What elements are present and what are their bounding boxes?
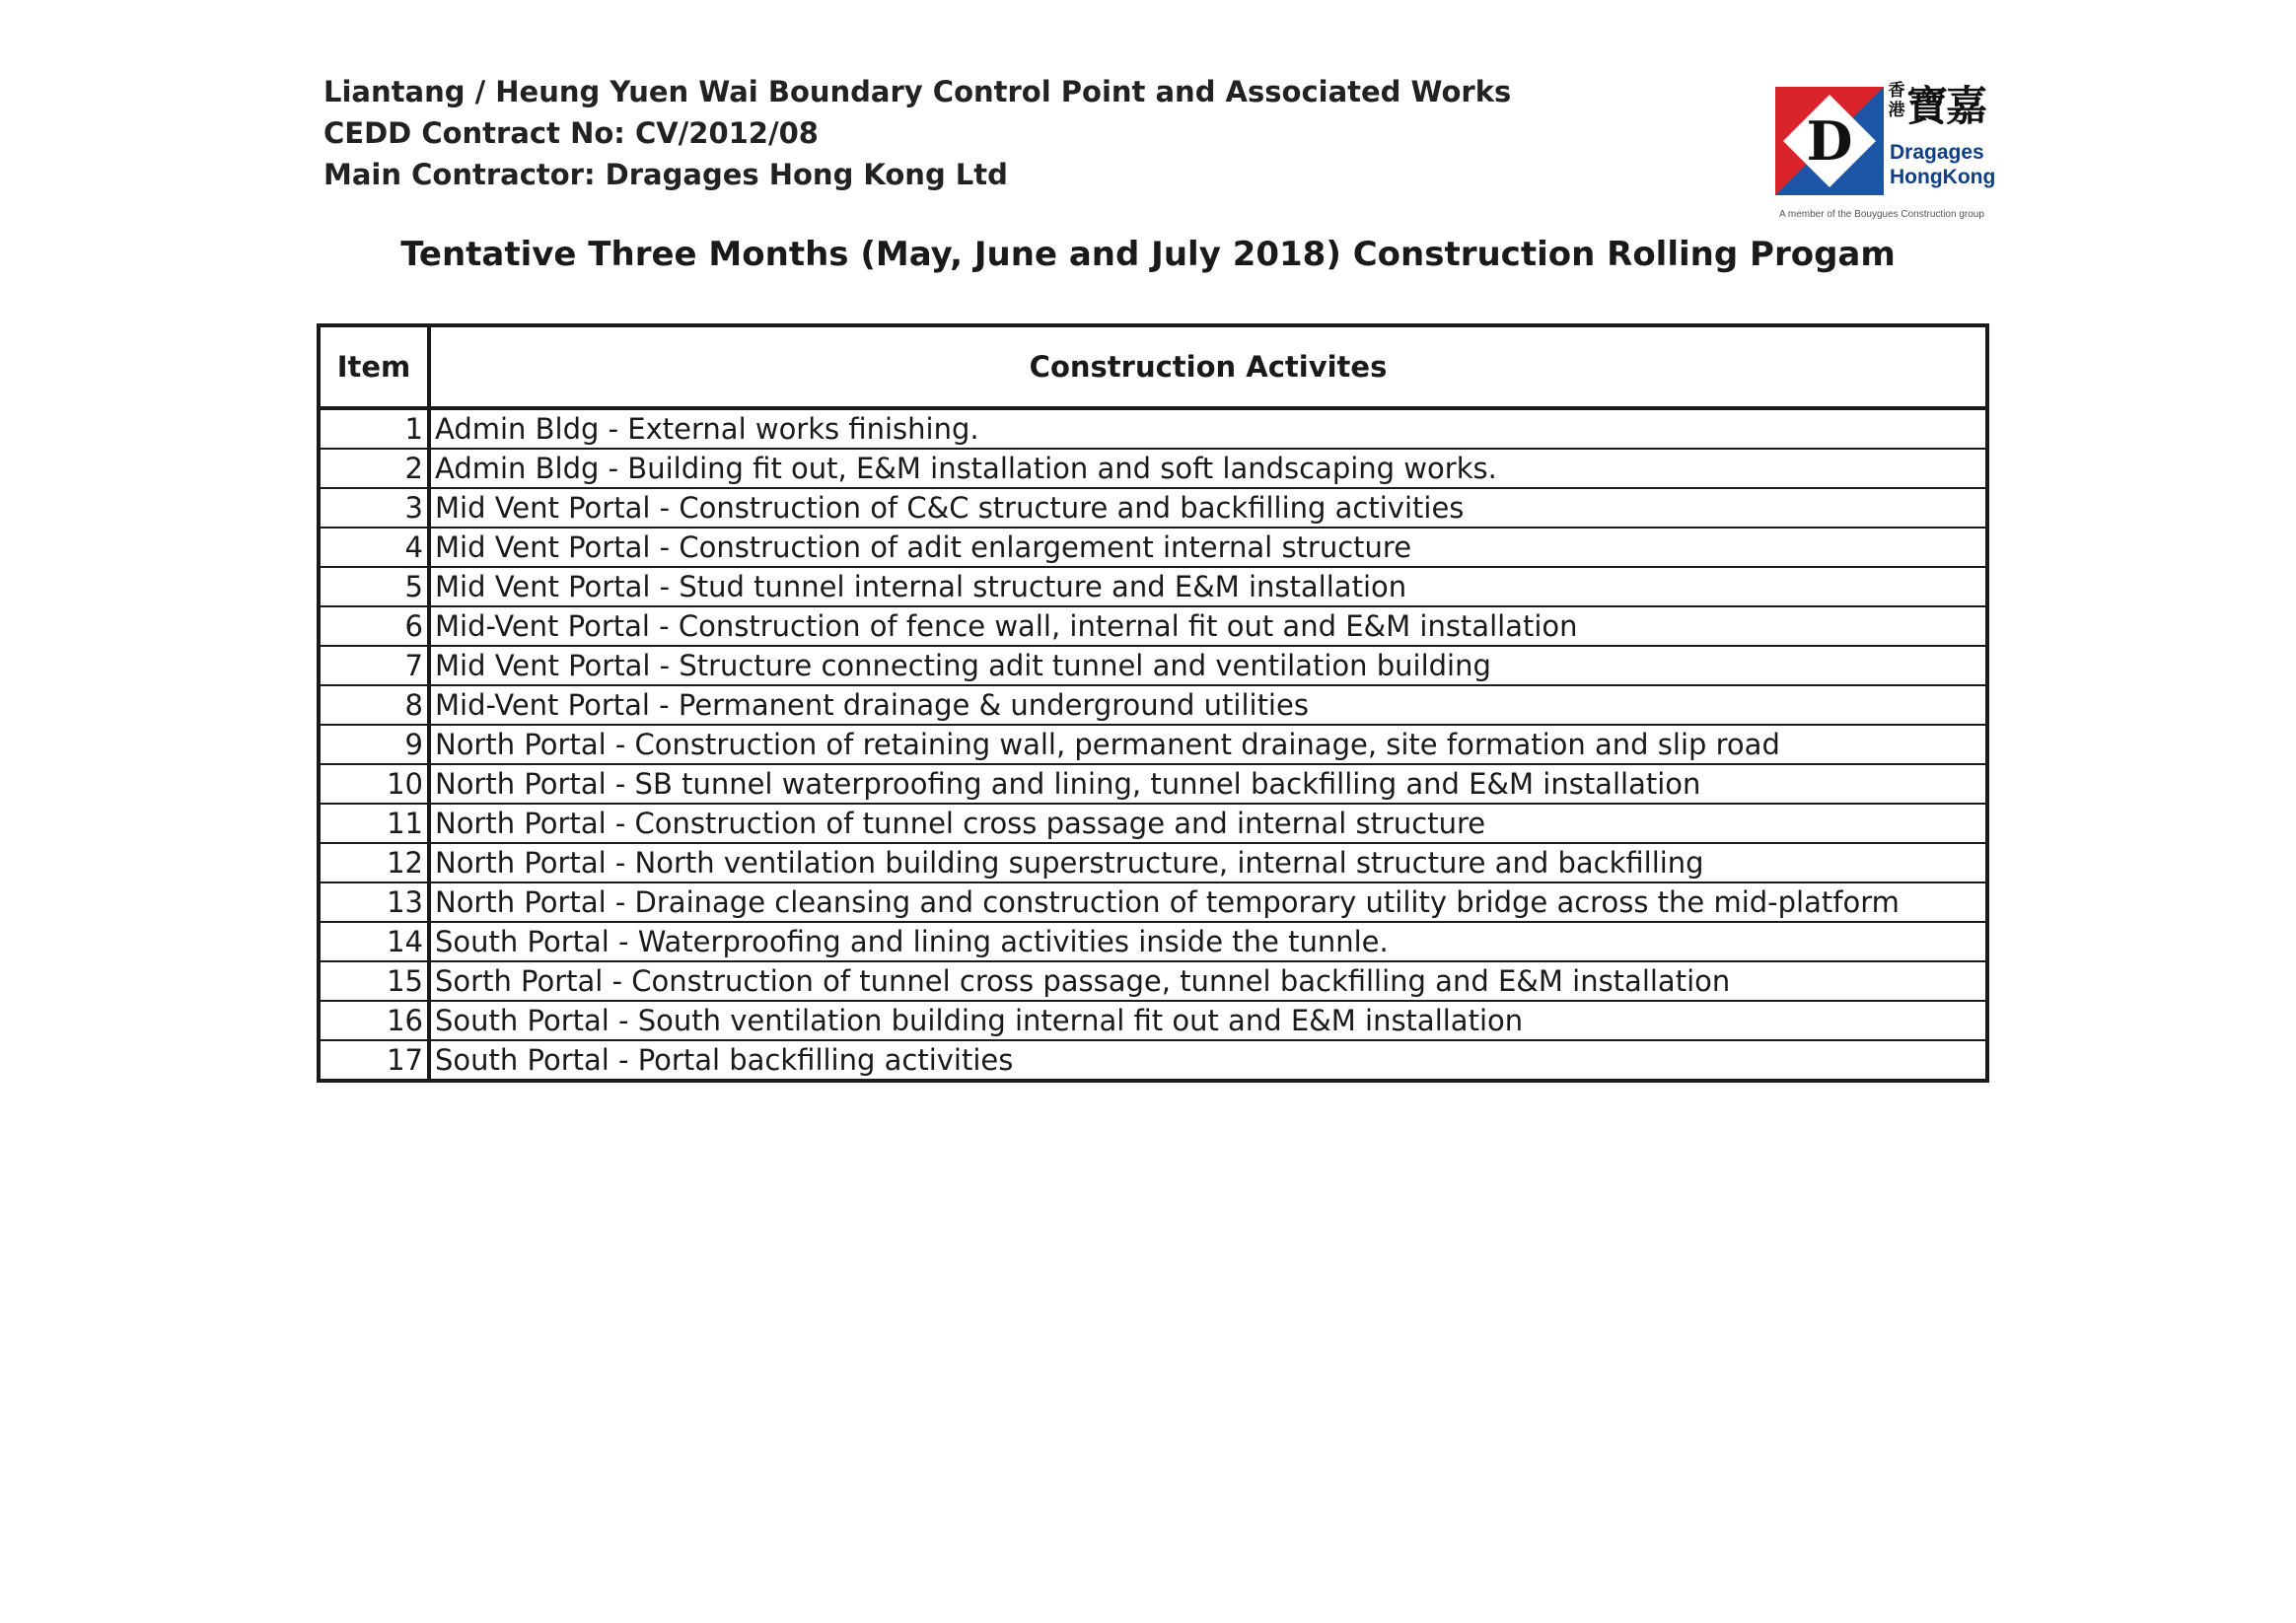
table-row: [319, 488, 1987, 528]
column-header-activities: Construction Activites: [429, 325, 1987, 408]
activity-cell: North Portal - Drainage cleansing and construction of temporary utility bridge across the mid-platform: [429, 882, 1987, 922]
table-row: [319, 922, 1987, 961]
item-number-cell: 9: [319, 725, 429, 764]
logo-chinese-char-2: 港: [1888, 101, 1905, 120]
logo-chinese-char-1: 香: [1888, 81, 1905, 101]
column-header-item: Item: [319, 325, 429, 408]
activity-cell: Mid-Vent Portal - Permanent drainage & underground utilities: [429, 685, 1987, 725]
item-number-cell: 16: [319, 1001, 429, 1040]
table-row: [319, 646, 1987, 685]
project-title-line: Liantang / Heung Yuen Wai Boundary Control Point and Associated Works: [323, 75, 1512, 108]
table-row: [319, 804, 1987, 843]
activity-cell: South Portal - Waterproofing and lining activities inside the tunnle.: [429, 922, 1987, 961]
activities-table: [317, 323, 1989, 1083]
item-number-cell: 5: [319, 567, 429, 606]
contract-number-line: CEDD Contract No: CV/2012/08: [323, 116, 819, 150]
item-number-cell: 17: [319, 1040, 429, 1081]
activity-cell: Mid-Vent Portal - Construction of fence wall, internal fit out and E&M installation: [429, 606, 1987, 646]
activity-cell: Mid Vent Portal - Structure connecting adit tunnel and ventilation building: [429, 646, 1987, 685]
activity-cell: North Portal - North ventilation building superstructure, internal structure and backfilling: [429, 843, 1987, 882]
logo-letter: D: [1806, 109, 1853, 173]
item-number-cell: 15: [319, 961, 429, 1001]
document-header: [323, 71, 1512, 195]
table-header-row: [319, 325, 1987, 408]
table-row: [319, 449, 1987, 488]
activity-cell: Admin Bldg - External works finishing.: [429, 408, 1987, 449]
item-number-cell: 13: [319, 882, 429, 922]
item-number-cell: 6: [319, 606, 429, 646]
table-row: [319, 408, 1987, 449]
item-number-cell: 10: [319, 764, 429, 804]
logo-tagline: A member of the Bouygues Construction group: [1779, 209, 1984, 220]
main-contractor-line: Main Contractor: Dragages Hong Kong Ltd: [323, 158, 1008, 191]
table-row: [319, 961, 1987, 1001]
activity-cell: Mid Vent Portal - Stud tunnel internal structure and E&M installation: [429, 567, 1987, 606]
logo-name-line-2: HongKong: [1890, 166, 1996, 188]
dragages-logo: [1775, 77, 1996, 235]
dragages-d-logo-icon: [1775, 87, 1884, 195]
activity-cell: North Portal - Construction of tunnel cross passage and internal structure: [429, 804, 1987, 843]
table-row: [319, 843, 1987, 882]
item-number-cell: 3: [319, 488, 429, 528]
logo-name-line-1: Dragages: [1890, 141, 1984, 164]
activity-cell: Admin Bldg - Building fit out, E&M installation and soft landscaping works.: [429, 449, 1987, 488]
activity-cell: Mid Vent Portal - Construction of adit enlargement internal structure: [429, 528, 1987, 567]
table-row: [319, 685, 1987, 725]
item-number-cell: 1: [319, 408, 429, 449]
activity-cell: South Portal - South ventilation building internal fit out and E&M installation: [429, 1001, 1987, 1040]
programme-title: Tentative Three Months (May, June and July 2018) Construction Rolling Progam: [400, 235, 1896, 274]
item-number-cell: 8: [319, 685, 429, 725]
table-row: [319, 1001, 1987, 1040]
table-row: [319, 764, 1987, 804]
item-number-cell: 11: [319, 804, 429, 843]
item-number-cell: 12: [319, 843, 429, 882]
item-number-cell: 4: [319, 528, 429, 567]
table-row: [319, 567, 1987, 606]
logo-chinese-name: [1887, 81, 1985, 132]
activity-cell: Mid Vent Portal - Construction of C&C structure and backfilling activities: [429, 488, 1987, 528]
item-number-cell: 7: [319, 646, 429, 685]
item-number-cell: 14: [319, 922, 429, 961]
table-row: [319, 606, 1987, 646]
table-row: [319, 1040, 1987, 1081]
activity-cell: Sorth Portal - Construction of tunnel cross passage, tunnel backfilling and E&M installation: [429, 961, 1987, 1001]
activity-cell: North Portal - SB tunnel waterproofing and lining, tunnel backfilling and E&M installation: [429, 764, 1987, 804]
item-number-cell: 2: [319, 449, 429, 488]
activity-cell: North Portal - Construction of retaining wall, permanent drainage, site formation and slip road: [429, 725, 1987, 764]
table-body: [319, 408, 1987, 1081]
activities-table-container: [317, 323, 1985, 1083]
table-row: [319, 725, 1987, 764]
table-row: [319, 882, 1987, 922]
table-row: [319, 528, 1987, 567]
activity-cell: South Portal - Portal backfilling activities: [429, 1040, 1987, 1081]
logo-chinese-small: [1887, 81, 1906, 120]
logo-chinese-big: 寶嘉: [1906, 82, 1986, 130]
logo-company-name: [1890, 140, 1995, 189]
